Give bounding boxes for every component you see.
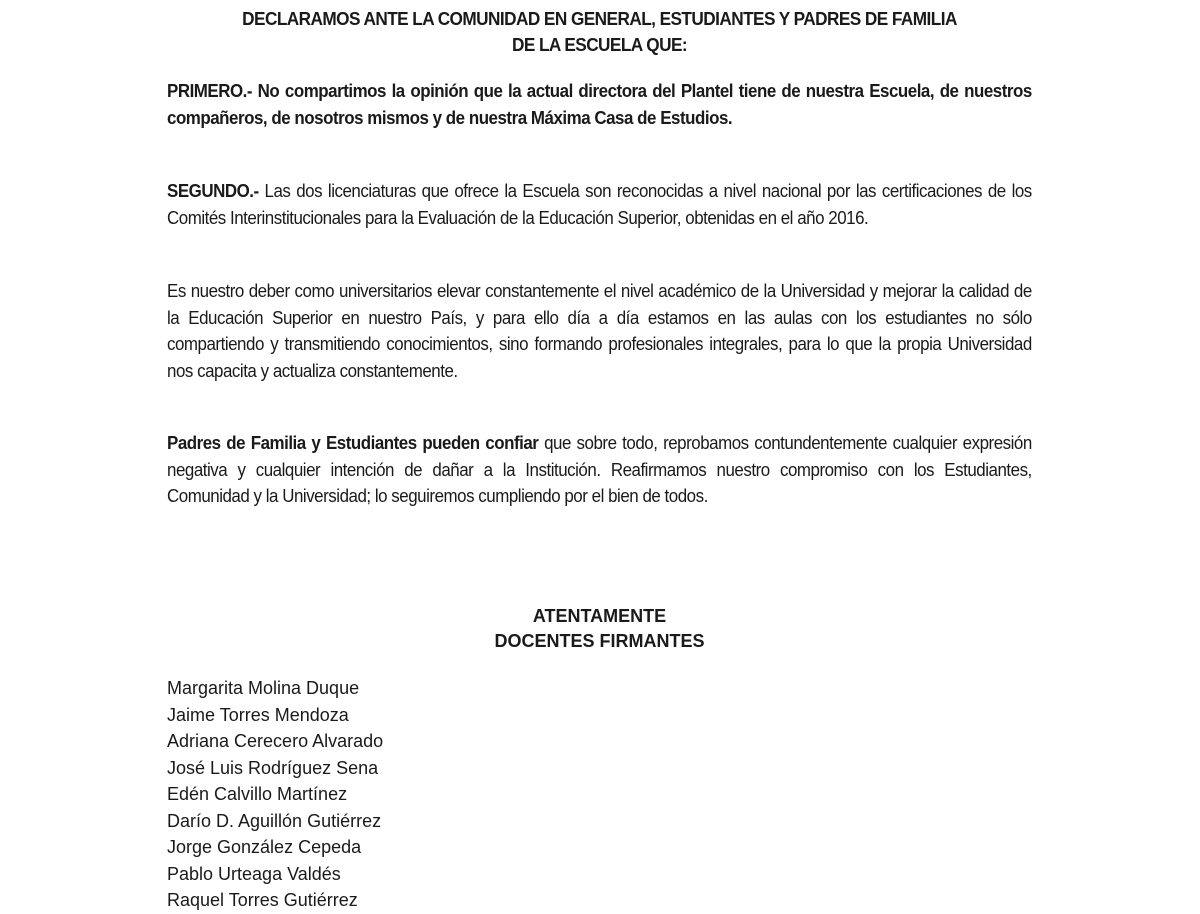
paragraph-deber — [167, 278, 1032, 384]
signer-name: Jorge González Cepeda — [167, 837, 362, 857]
signer-name: José Luis Rodríguez Sena — [167, 757, 379, 778]
signer-name: Pablo Urteaga Valdés — [167, 863, 341, 884]
heading-line-1: DECLARAMOS ANTE LA COMUNIDAD EN GENERAL, ESTUDIANTES Y PADRES DE FAMILIA — [242, 8, 957, 29]
signer-name: Margarita Molina Duque — [167, 678, 360, 698]
signoff-line-1: ATENTAMENTE — [532, 606, 667, 626]
paragraph-segundo — [167, 178, 1032, 231]
signer-name: Jaime Torres Mendoza — [167, 704, 349, 725]
paragraph-padres — [167, 430, 1032, 510]
signer-name: Edén Calvillo Martínez — [167, 784, 348, 804]
paragraph-lead: PRIMERO.- — [167, 81, 253, 101]
paragraph-bold-body: No compartimos la opinión que la actual directora del Plantel tiene de nuestra Escuela, de nuestros compañeros, de nosotros mismos y de nuestra Máxima Casa de Estudios. — [167, 81, 1032, 128]
paragraph-body: Es nuestro deber como universitarios elevar constantemente el nivel académico de la Universidad y mejorar la calidad de la Educación Superior en nuestro País, y para ello día a día estamos en las aulas con los estudiantes no sólo compartiendo y transmitiendo conocimientos, sino formando profesionales integrales, para lo que la propia Universidad nos capacita y actualiza constantemente. — [167, 281, 1032, 381]
signers-list — [167, 675, 383, 914]
paragraph-lead: SEGUNDO.- — [167, 181, 259, 201]
signer-name: Adriana Cerecero Alvarado — [167, 731, 384, 751]
heading-line-2: DE LA ESCUELA QUE: — [511, 34, 688, 55]
paragraph-body: Las dos licenciaturas que ofrece la Escuela son reconocidas a nivel nacional por las certificaciones de los Comités Interinstitucionales para la Evaluación de la Educación Superior, obtenidas en el año 2016. — [167, 181, 1032, 228]
signer-name: Raquel Torres Gutiérrez — [167, 890, 358, 910]
declaration-heading — [197, 6, 1001, 58]
signoff-line-2: DOCENTES FIRMANTES — [494, 631, 705, 651]
paragraph-body: que sobre todo, reprobamos contundentemente cualquier expresión negativa y cualquier intención de dañar a la Institución. Reafirmamos nuestro compromiso con los Estudiantes, Comunidad y la Universidad; lo seguiremos cumpliendo por el bien de todos. — [167, 433, 1032, 506]
paragraph-primero — [167, 78, 1032, 131]
signer-name: Darío D. Aguillón Gutiérrez — [167, 810, 382, 831]
signoff-block — [167, 604, 1032, 654]
paragraph-lead: Padres de Familia y Estudiantes pueden confiar — [167, 433, 539, 453]
